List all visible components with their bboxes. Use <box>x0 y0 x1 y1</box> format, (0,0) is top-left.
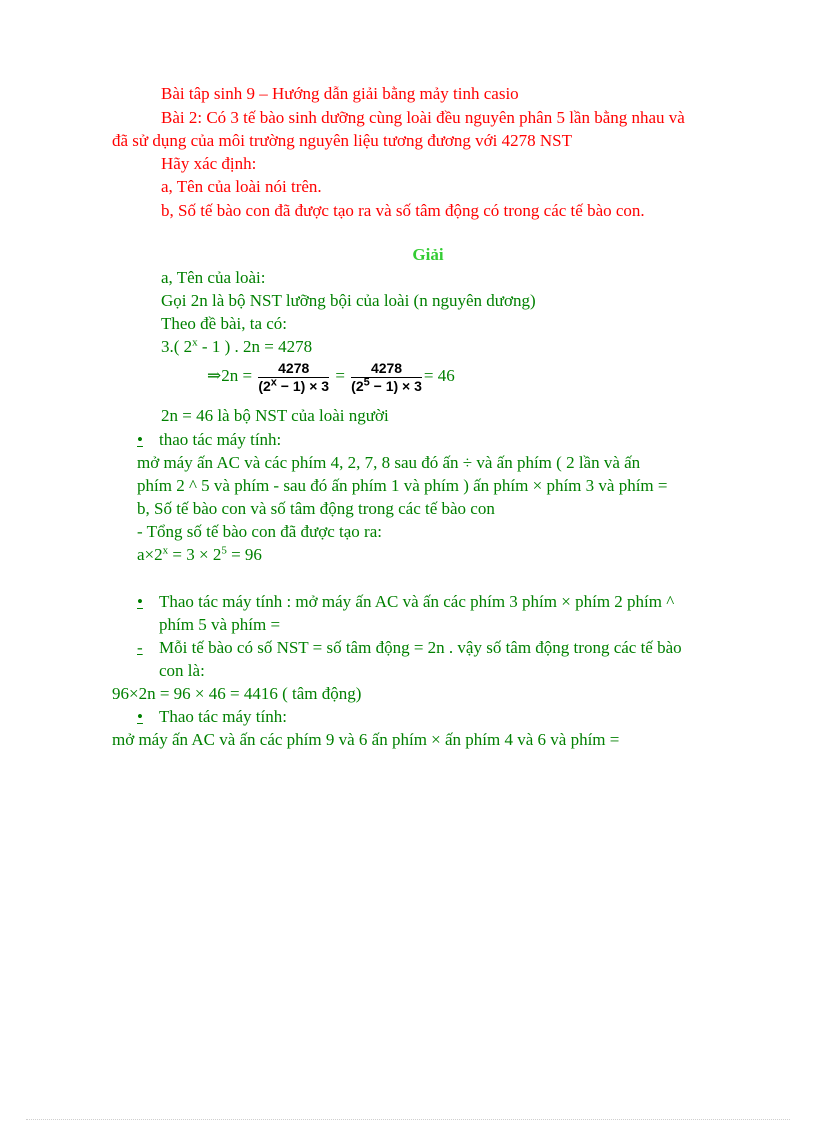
part-a-conclusion: 2n = 46 là bộ NST của loài người <box>161 406 389 425</box>
part-b-title: b, Số tế bào con và số tâm động trong các tế bào con <box>137 499 495 518</box>
equation-2: ⇒2n = $\frac{4278}{(2^x - 1) \times 3}$ = $\frac{4278}{(2^5 - 1) \times 3}$ = 46 <box>207 359 455 394</box>
problem-line-2: đã sử dụng của môi trường nguyên liệu tương đương với 4278 NST <box>112 131 572 150</box>
fraction-substituted: $\frac{4278}{(2^5 - 1) \times 3}$ <box>351 359 422 394</box>
worksheet-title: Bài tâp sinh 9 – Hướng dẫn giải bằng mảy tinh casio <box>161 84 519 103</box>
operation-2-line-1: • Thao tác máy tính : mở máy ấn AC và ấn các phím 3 phím × phím 2 phím ^ <box>137 592 675 611</box>
part-a-given: Theo đề bài, ta có: <box>161 314 288 333</box>
solution-heading: Giải <box>412 245 444 264</box>
page-bottom-divider <box>26 1119 790 1120</box>
ask-part-b: b, Số tế bào con đã được tạo ra và số tâm động có trong các tế bào con. <box>161 201 645 220</box>
ask-part-a: a, Tên của loài nói trên. <box>161 177 322 196</box>
bullet-icon: • <box>137 707 143 726</box>
part-a-definition: Gọi 2n là bộ NST lưỡng bội của loài (n nguyên dương) <box>161 291 536 310</box>
part-b-equation: $a\times 2^x = 3 \times 2^5 = 96$ <box>137 544 262 564</box>
equation-2-lhs: ⇒2n = <box>207 366 257 385</box>
problem-line-1: Bài 2: Có 3 tế bào sinh dưỡng cùng loài đều nguyên phân 5 lần bằng nhau và <box>161 108 685 127</box>
operation-1-line-2: phím 2 ^ 5 và phím - sau đó ấn phím 1 và phím ) ấn phím × phím 3 và phím = <box>137 476 668 495</box>
part-b-total: - Tổng số tế bào con đã được tạo ra: <box>137 522 382 541</box>
bullet-icon: • <box>137 592 143 611</box>
dash-marker: - <box>137 638 143 657</box>
note-line-2: con là: <box>159 661 205 680</box>
bullet-icon: • <box>137 430 143 449</box>
operation-2-line-2: phím 5 và phím = <box>159 615 281 634</box>
operation-3-line: mở máy ấn AC và ấn các phím 9 và 6 ấn phím × ấn phím 4 và 6 và phím = <box>112 730 620 749</box>
equation-1: 3.( 2$^x$ - 1 ) . 2n = 4278 <box>161 336 313 356</box>
operation-1-title: • thao tác máy tính: <box>137 430 282 449</box>
part-a-title: a, Tên của loài: <box>161 268 266 287</box>
operation-1-line-1: mở máy ấn AC và các phím 4, 2, 7, 8 sau đó ấn ÷ và ấn phím ( 2 lần và ấn <box>137 453 641 472</box>
operation-3-title: • Thao tác máy tính: <box>137 707 287 726</box>
note-line-1: - Mỗi tế bào có số NST = số tâm động = 2n . vậy số tâm động trong các tế bào <box>137 638 682 657</box>
ask-heading: Hãy xác định: <box>161 154 257 173</box>
fraction-general: $\frac{4278}{(2^x - 1) \times 3}$ <box>258 359 330 394</box>
centromere-result: 96×2n = 96 × 46 = 4416 ( tâm động) <box>112 684 362 703</box>
equation-2-result: = 46 <box>423 366 455 385</box>
